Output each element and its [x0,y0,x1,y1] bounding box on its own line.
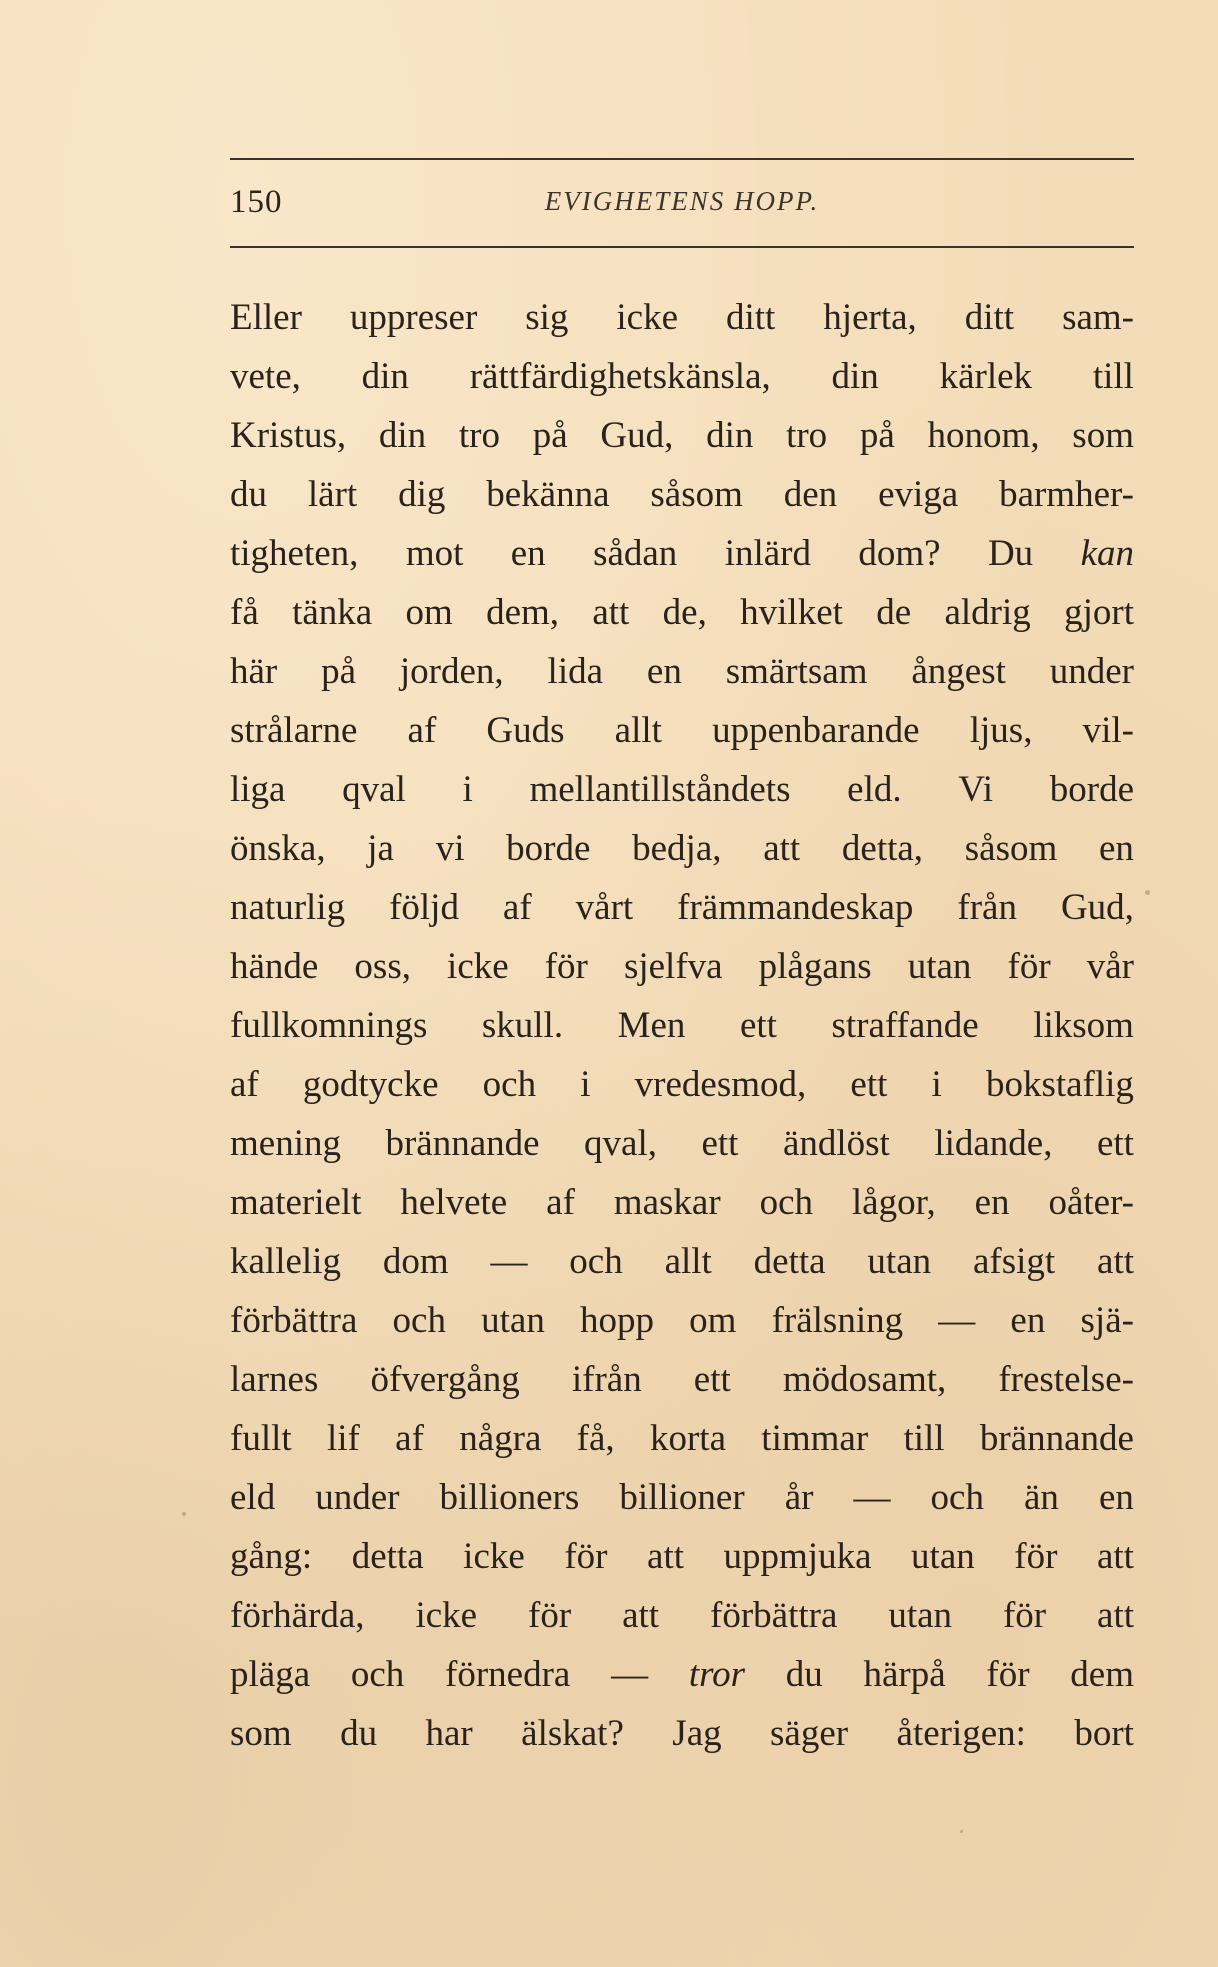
word: för [1002,1595,1047,1636]
word: rättfärdighetskänsla, [469,356,771,397]
running-title: EVIGHETENS HOPP. [544,186,820,216]
text-line [230,1586,1134,1645]
word: timmar [761,1418,869,1459]
word: icke [616,297,679,338]
text-line [230,1350,1134,1409]
word: mot [405,533,464,574]
word: hjerta, [823,297,917,338]
word: hopp [579,1300,654,1341]
word: maskar [613,1182,721,1223]
word: och [392,1300,446,1341]
word: återigen: [896,1713,1026,1754]
text-line [230,701,1134,760]
word: ett [739,1005,777,1046]
word: fullkomnings [230,1005,428,1046]
word: barmher- [999,474,1134,515]
word: Vi [958,769,994,810]
word: jorden, [399,651,504,692]
word: tro [786,415,828,456]
word: frestelse- [998,1359,1134,1400]
word: en [974,1182,1010,1223]
word: vår [1086,946,1134,987]
word: allt [614,710,662,751]
word: under [315,1477,400,1518]
word: att [763,828,801,869]
word: sjä- [1080,1300,1134,1341]
text-line [230,406,1134,465]
word: borde [1049,769,1134,810]
word: af [407,710,437,751]
word: aldrig [944,592,1031,633]
word: att [1097,1595,1134,1636]
text-line [230,1527,1134,1586]
word: följd [389,887,459,928]
word: ångest [911,651,1006,692]
word: utan [888,1595,953,1636]
word: Eller [230,297,302,338]
word: ett [850,1064,888,1105]
word: för [528,1595,572,1636]
word: mening [230,1123,341,1164]
word: — [611,1654,649,1695]
word: lidande, [934,1123,1053,1164]
word: för [564,1536,608,1577]
word: liga [230,769,286,810]
word: lif [326,1418,360,1459]
word: för [986,1654,1030,1695]
word: af [230,1064,259,1105]
word: att [622,1595,660,1636]
text-line [230,288,1134,347]
word: Jag [672,1713,722,1754]
word: billioners [439,1477,580,1518]
word: främmandeskap [677,887,914,928]
text-line [230,465,1134,524]
word: har [425,1713,473,1754]
word: den [783,474,838,515]
text-line [230,583,1134,642]
word: ändlöst [782,1123,890,1164]
word: bokstaflig [985,1064,1134,1105]
word: pläga [230,1654,311,1695]
word: gång: [230,1536,313,1577]
word: — [938,1300,976,1341]
word: vredesmod, [634,1064,807,1105]
word: de, [662,592,707,633]
word: Kristus, [230,415,347,456]
word: förnedra [445,1654,571,1695]
word: en [510,533,546,574]
word: oåter- [1048,1182,1134,1223]
word: ja [367,828,394,869]
word: Gud, [1060,887,1134,928]
word: på [859,415,895,456]
word: utan [907,946,972,987]
body-text [230,288,1134,1763]
text-line [230,1704,1134,1763]
word: dem [1070,1654,1134,1695]
text-line [230,1232,1134,1291]
word: mödosamt, [782,1359,947,1400]
word: detta, [841,828,924,869]
word: dom [382,1241,449,1282]
word: vi [435,828,465,869]
word: af [395,1418,424,1459]
word: kallelig [230,1241,341,1282]
word: lärt [307,474,358,515]
word: din [361,356,409,397]
word: — [853,1477,891,1518]
word: att [1097,1241,1134,1282]
word: att [1096,1536,1134,1577]
word: i [462,769,473,810]
word: gjort [1064,592,1134,633]
word: till [1092,356,1134,397]
word: i [580,1064,591,1105]
word: du [785,1654,823,1695]
word: och [759,1182,813,1223]
text-line [230,1468,1134,1527]
word: — [490,1241,528,1282]
text-line [230,1645,1134,1704]
word: år [784,1477,814,1518]
word: din [706,415,754,456]
text-line [230,819,1134,878]
word: förbättra [230,1300,358,1341]
paper-speck [1145,890,1150,895]
text-line [230,1409,1134,1468]
word: allt [664,1241,712,1282]
word: eld [230,1477,276,1518]
text-line [230,878,1134,937]
word: i [931,1064,942,1105]
word: tigheten, [230,533,359,574]
word: från [957,887,1017,928]
word: Gud, [600,415,674,456]
word: om [405,592,453,633]
word: få, [576,1418,615,1459]
word: sam- [1062,297,1134,338]
word: här [230,651,278,692]
word: dig [398,474,446,515]
word: och [569,1241,623,1282]
word: hände [230,946,319,987]
word: en [646,651,682,692]
word: för [544,946,588,987]
word: till [903,1418,945,1459]
word: naturlig [230,887,346,928]
word: som [230,1713,292,1754]
paper-speck [182,1512,186,1516]
word: vårt [575,887,634,928]
word: dem, [486,592,560,633]
word: dom? [858,533,941,574]
word: uppenbarande [712,710,920,751]
text-line [230,1114,1134,1173]
word: larnes [230,1359,319,1400]
word: utan [867,1241,932,1282]
word: smärtsam [725,651,868,692]
word: såsom [650,474,743,515]
word: afsigt [972,1241,1056,1282]
word: oss, [354,946,411,987]
word: älskat? [521,1713,624,1754]
word: qval [342,769,406,810]
word: som [1072,415,1134,456]
word: en [1098,828,1134,869]
word: Men [617,1005,686,1046]
word: utan [481,1300,545,1341]
word: lida [547,651,604,692]
text-line [230,524,1134,583]
text-line [230,996,1134,1055]
word: eld. [847,769,902,810]
word: Guds [486,710,565,751]
word: uppmjuka [723,1536,872,1577]
word: borde [506,828,591,869]
word: bekänna [486,474,610,515]
word: godtycke [302,1064,439,1105]
word: sjelfva [623,946,723,987]
word: detta [351,1536,424,1577]
word: och [482,1064,537,1105]
page-number: 150 [230,184,283,220]
word: icke [463,1536,525,1577]
text-line [230,1055,1134,1114]
word: ett [1096,1123,1134,1164]
text-line [230,1173,1134,1232]
word: önska, [230,828,326,869]
word: tänka [292,592,373,633]
word: helvete [400,1182,508,1223]
word: en [1098,1477,1134,1518]
header-rule-top [230,158,1134,160]
word: straffande [831,1005,979,1046]
word: detta [753,1241,826,1282]
text-line [230,347,1134,406]
word: att [647,1536,684,1577]
word: brännande [979,1418,1134,1459]
word: härpå [863,1654,946,1695]
word: en [1010,1300,1046,1341]
paper-speck [960,1830,963,1833]
word: du [340,1713,378,1754]
text-line [230,937,1134,996]
word: under [1049,651,1134,692]
word: strålarne [230,710,358,751]
word: icke [415,1595,478,1636]
word: förbättra [710,1595,838,1636]
word: hvilket [740,592,843,633]
word: uppreser [349,297,478,338]
word: sig [525,297,569,338]
word: tror [688,1654,746,1695]
word: förhärda, [230,1595,365,1636]
word: plågans [758,946,872,987]
word: utan [911,1536,975,1577]
word: din [831,356,879,397]
word: sådan [593,533,678,574]
word: på [321,651,357,692]
word: ett [701,1123,739,1164]
word: om [689,1300,737,1341]
word: korta [649,1418,726,1459]
word: af [546,1182,575,1223]
word: liksom [1033,1005,1134,1046]
header-rule-bottom [230,246,1134,248]
word: och [350,1654,405,1695]
word: några [459,1418,542,1459]
word: du [230,474,267,515]
word: ditt [964,297,1015,338]
word: att [592,592,630,633]
word: ljus, [969,710,1033,751]
word: för [1007,946,1051,987]
word: frälsning [771,1300,904,1341]
word: eviga [878,474,959,515]
running-head [230,180,1134,228]
word: lågor, [851,1182,936,1223]
word: inlärd [724,533,811,574]
word: öfvergång [370,1359,520,1400]
word: din [378,415,427,456]
word: materielt [230,1182,362,1223]
word: kärlek [939,356,1033,397]
word: de [876,592,912,633]
word: ditt [725,297,776,338]
word: säger [770,1713,849,1754]
word: tro [458,415,500,456]
word: få [230,592,259,633]
text-line [230,1291,1134,1350]
word: af [502,887,532,928]
word: för [1014,1536,1058,1577]
word: skull. [481,1005,564,1046]
word: honom, [927,415,1040,456]
word: ifrån [571,1359,642,1400]
word: och [930,1477,984,1518]
word: billioner [619,1477,745,1518]
word: brännande [385,1123,540,1164]
word: bedja, [632,828,722,869]
text-line [230,760,1134,819]
word: Du [987,533,1034,574]
word: såsom [964,828,1058,869]
word: bort [1074,1713,1134,1754]
word: mellantillståndets [529,769,791,810]
word: vil- [1082,710,1134,751]
word: fullt [230,1418,292,1459]
text-line [230,642,1134,701]
word: än [1024,1477,1059,1518]
word: icke [447,946,509,987]
word: kan [1080,533,1134,574]
word: vete, [230,356,301,397]
word: qval, [584,1123,657,1164]
word: ett [693,1359,731,1400]
word: på [532,415,568,456]
